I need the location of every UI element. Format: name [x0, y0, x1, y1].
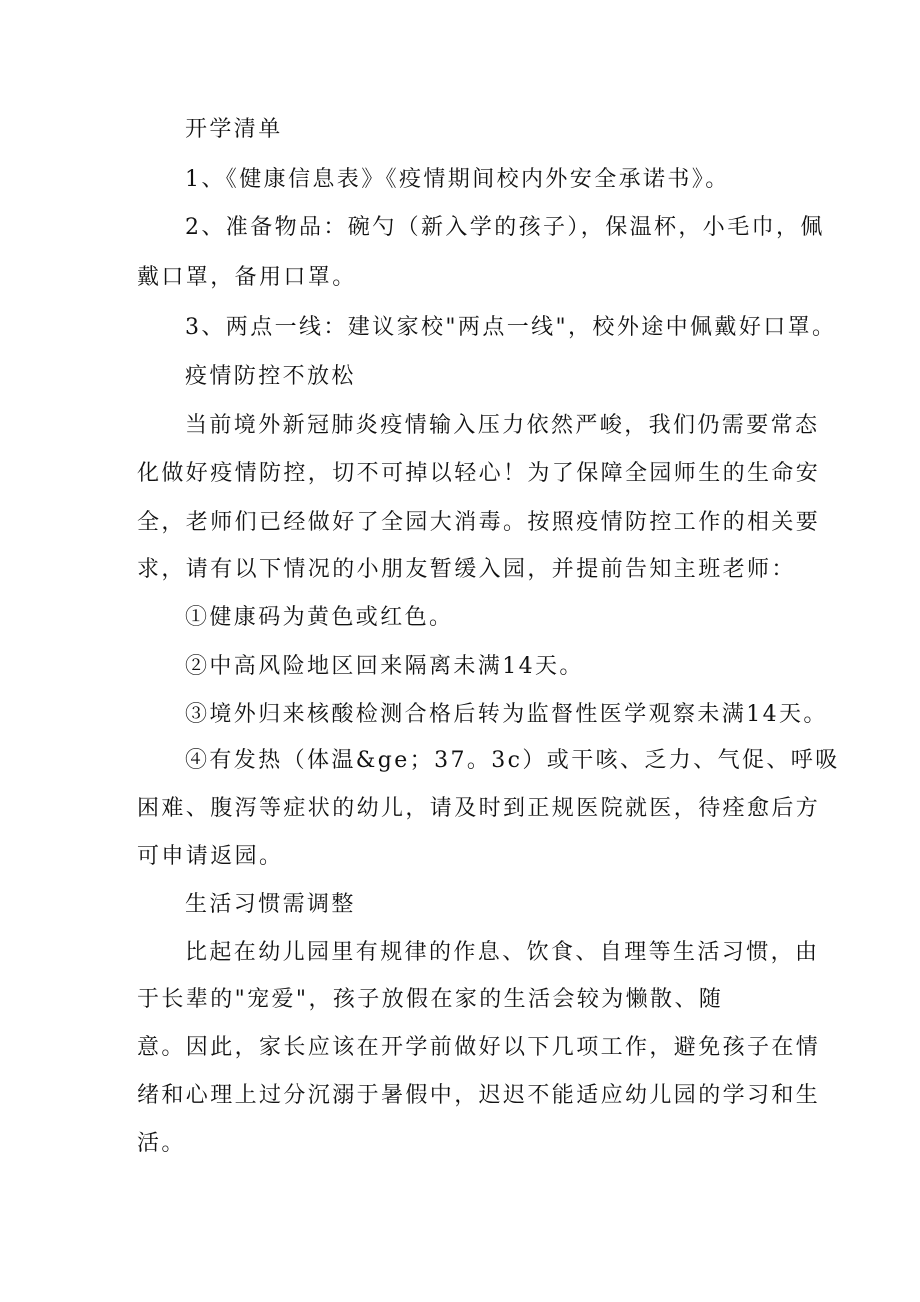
- list-item: ③境外归来核酸检测合格后转为监督性医学观察未满14天。: [185, 702, 828, 727]
- paragraph-line: 求，请有以下情况的小朋友暂缓入园，并提前告知主班老师：: [137, 557, 796, 582]
- paragraph-line: 3、两点一线：建议家校"两点一线"，校外途中佩戴好口罩。: [185, 315, 837, 340]
- paragraph-line: 1、《健康信息表》《疫情期间校内外安全承诺书》。: [185, 167, 730, 192]
- paragraph-line: 困难、腹泻等症状的幼儿，请及时到正规医院就医，待痊愈后方: [137, 796, 821, 821]
- paragraph-line: 于长辈的"宠爱"，孩子放假在家的生活会较为懒散、随: [137, 987, 724, 1012]
- heading-school-checklist: 开学清单: [185, 117, 283, 142]
- paragraph-line: 戴口罩，备用口罩。: [137, 265, 357, 290]
- paragraph-line: 比起在幼儿园里有规律的作息、饮食、自理等生活习惯，由: [185, 940, 820, 965]
- list-item: ④有发热（体温&ge；37。3c）或干咳、乏力、气促、呼吸: [185, 748, 840, 773]
- paragraph-line: 活。: [137, 1131, 186, 1156]
- paragraph-line: 当前境外新冠肺炎疫情输入压力依然严峻，我们仍需要常态: [185, 413, 820, 438]
- paragraph-line: 意。因此，家长应该在开学前做好以下几项工作，避免孩子在情: [137, 1035, 821, 1060]
- paragraph-line: 全，老师们已经做好了全园大消毒。按照疫情防控工作的相关要: [137, 510, 821, 535]
- heading-life-habits: 生活习惯需调整: [185, 892, 356, 917]
- list-item: ①健康码为黄色或红色。: [185, 605, 454, 630]
- paragraph-line: 可申请返园。: [137, 844, 284, 869]
- paragraph-line: 化做好疫情防控，切不可掉以轻心！为了保障全园师生的生命安: [137, 461, 821, 486]
- list-item: ②中高风险地区回来隔离未满14天。: [185, 654, 584, 679]
- paragraph-line: 绪和心理上过分沉溺于暑假中，迟迟不能适应幼儿园的学习和生: [137, 1083, 821, 1108]
- heading-epidemic-prevention: 疫情防控不放松: [185, 364, 356, 389]
- paragraph-line: 2、准备物品：碗勺（新入学的孩子），保温杯，小毛巾，佩: [185, 215, 825, 240]
